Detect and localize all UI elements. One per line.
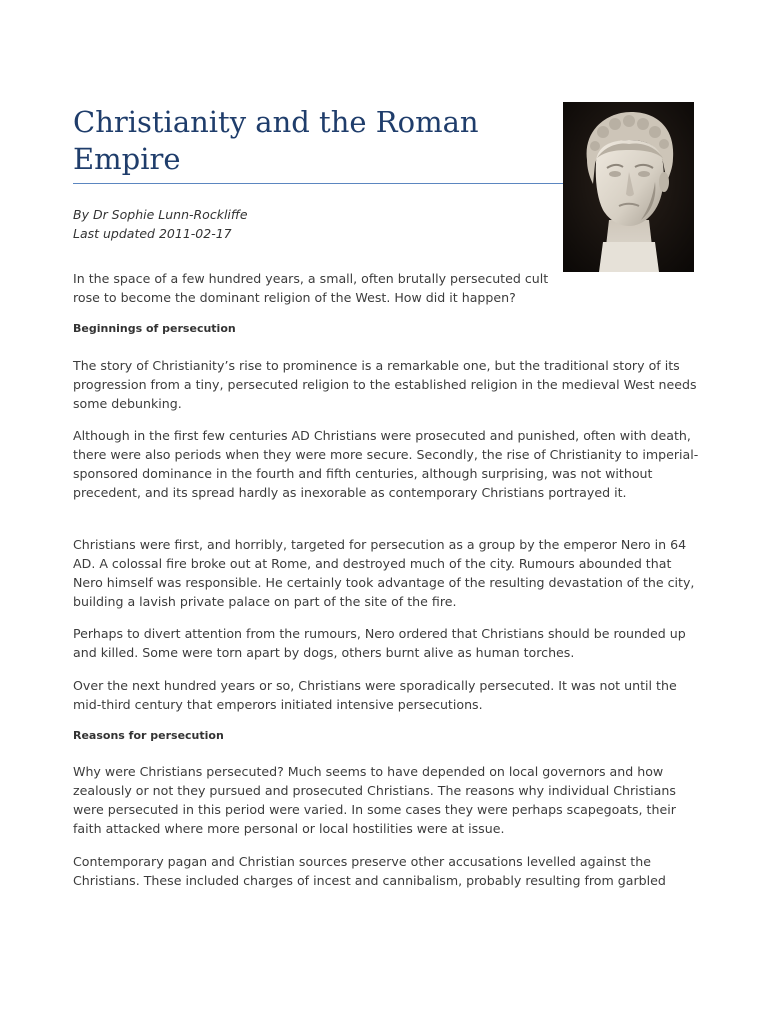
section-heading: Beginnings of persecution bbox=[73, 322, 236, 335]
section-heading: Reasons for persecution bbox=[73, 729, 224, 742]
paragraph: Contemporary pagan and Christian sources preserve other accusations levelled against the Christians. These included charges of incest and cannibalism, probably resulting from garbled bbox=[73, 854, 666, 888]
author: By Dr Sophie Lunn-Rockliffe bbox=[73, 207, 248, 222]
intro-paragraph: In the space of a few hundred years, a small, often brutally persecuted cult rose to become the dominant religion of the West. How did it happen? bbox=[73, 271, 549, 305]
paragraph: The story of Christianity’s rise to prominence is a remarkable one, but the traditional story of its progression from a tiny, persecuted religion to the established religion in the medieval West needs some debunking. bbox=[73, 358, 697, 411]
title-divider bbox=[73, 183, 563, 184]
last-updated: Last updated 2011-02-17 bbox=[73, 226, 232, 241]
paragraph: Christians were first, and horribly, targeted for persecution as a group by the emperor Nero in 64 AD. A colossal fire broke out at Rome, and destroyed much of the city. Rumours abounded that Nero himself was responsible. He certainly took advantage of the resulting devastation of the city, building a lavish private palace on part of the site of the fire. bbox=[73, 537, 695, 609]
paragraph: Although in the first few centuries AD Christians were prosecuted and punished, often with death, there were also periods when they were more secure. Secondly, the rise of Christianity to imperial-sponsored dominance in the fourth and fifth centuries, although surprising, was not without precedent, and its spread hardly as inexorable as contemporary Christians portrayed it. bbox=[73, 428, 699, 500]
paragraph: Why were Christians persecuted? Much seems to have depended on local governors and how zealously or not they pursued and prosecuted Christians. The reasons why individual Christians were persecuted in this period were varied. In some cases they were perhaps scapegoats, their faith attacked where more personal or local hostilities were at issue. bbox=[73, 764, 676, 836]
paragraph: Over the next hundred years or so, Christians were sporadically persecuted. It was not until the mid-third century that emperors initiated intensive persecutions. bbox=[73, 678, 677, 712]
paragraph: Perhaps to divert attention from the rumours, Nero ordered that Christians should be rounded up and killed. Some were torn apart by dogs, others burnt alive as human torches. bbox=[73, 626, 686, 660]
byline bbox=[73, 205, 248, 243]
article-title: Christianity and the Roman Empire bbox=[73, 105, 479, 176]
nero-bust-image bbox=[563, 102, 694, 272]
